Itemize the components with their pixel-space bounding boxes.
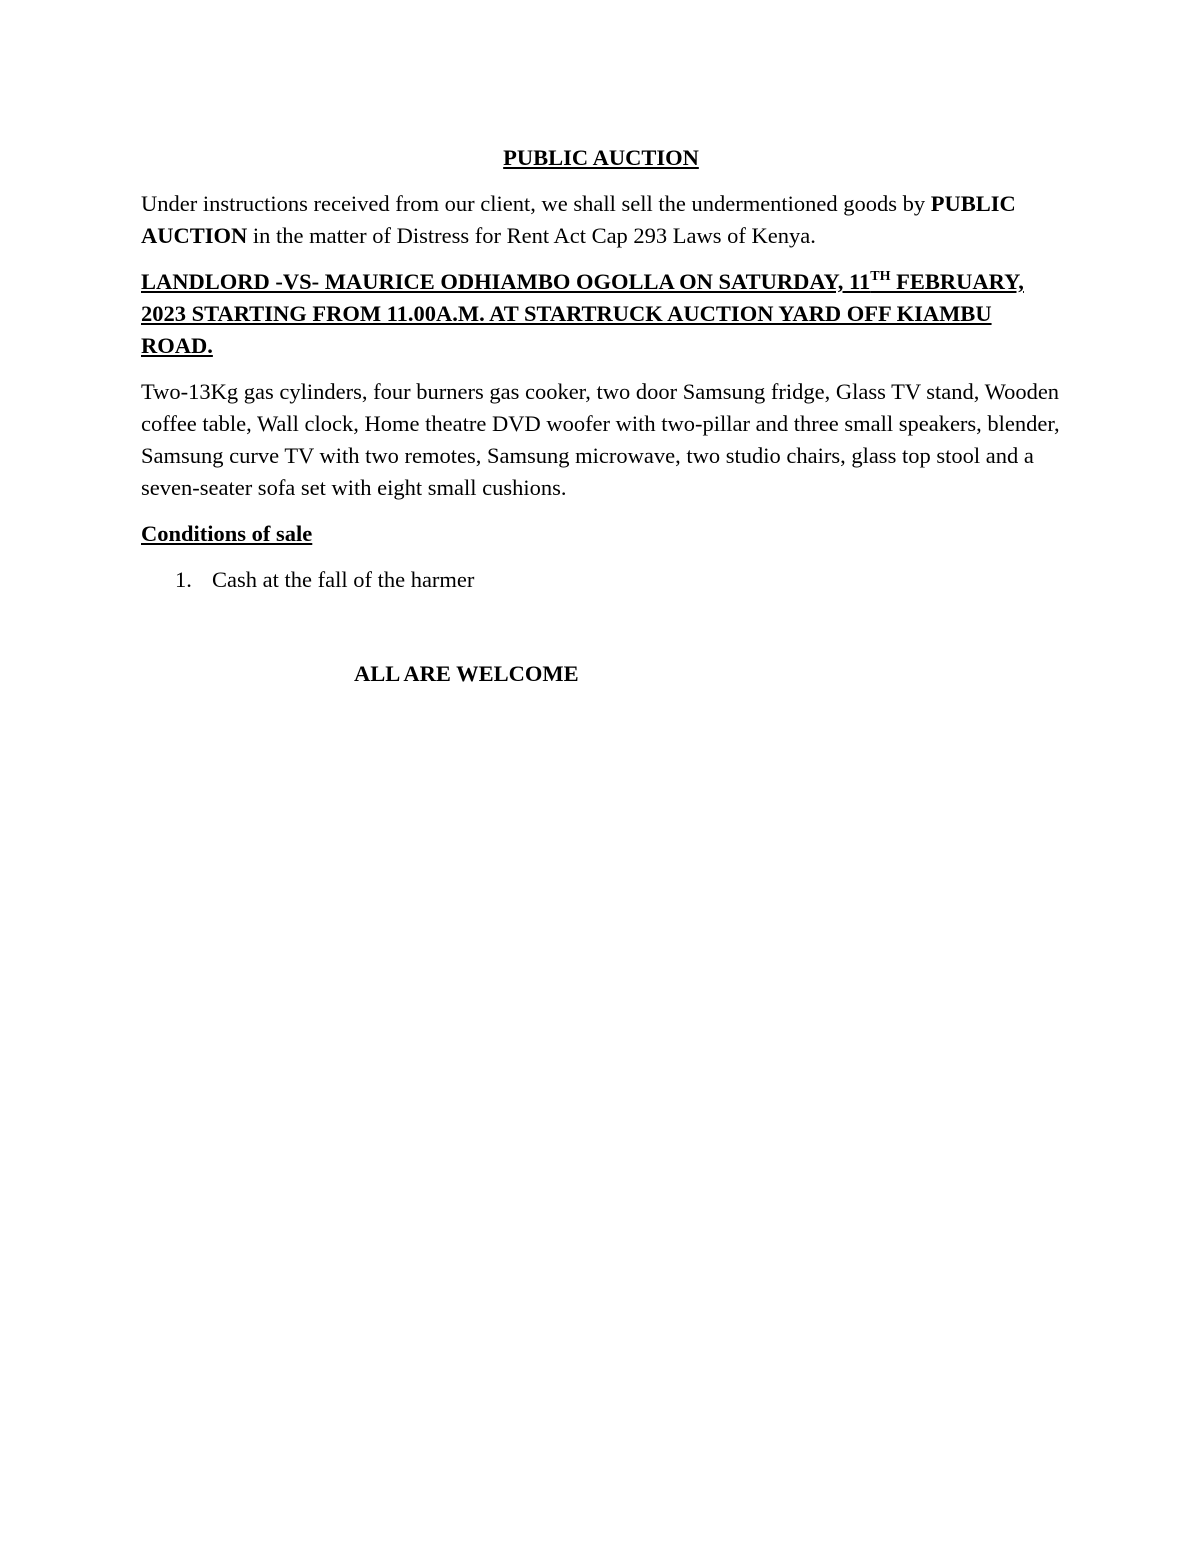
condition-item-text: Cash at the fall of the harmer [212,567,475,592]
intro-text-start: Under instructions received from our client, we shall sell the undermentioned goods by [141,191,931,216]
document-body [141,142,1061,690]
condition-item [141,564,1061,596]
case-heading-ordinal: TH [870,269,891,284]
conditions-heading: Conditions of sale [141,521,313,546]
case-heading [141,266,1061,362]
conditions-list [141,564,1061,596]
case-heading-end: FEBRUARY, 2023 STARTING FROM 11.00A.M. AT STARTRUCK AUCTION YARD OFF KIAMBU ROAD. [141,269,1024,358]
goods-list-paragraph: Two-13Kg gas cylinders, four burners gas cooker, two door Samsung fridge, Glass TV stand, Wooden coffee table, Wall clock, Home theatre DVD woofer with two-pillar and three small speakers, blender, Samsung curve TV with two remotes, Samsung microwave, two studio chairs, glass top stool and a seven-seater sofa set with eight small cushions. [141,379,1060,500]
closing-welcome: ALL ARE WELCOME [354,661,579,686]
condition-item-number: 1. [175,567,192,592]
document-title: PUBLIC AUCTION [503,145,699,170]
intro-text-end: in the matter of Distress for Rent Act Cap 293 Laws of Kenya. [247,223,816,248]
case-heading-start: LANDLORD -VS- MAURICE ODHIAMBO OGOLLA ON SATURDAY, 11 [141,269,871,294]
intro-paragraph [141,188,1061,252]
intro-bold-public-auction: PUBLIC AUCTION [141,191,1016,248]
